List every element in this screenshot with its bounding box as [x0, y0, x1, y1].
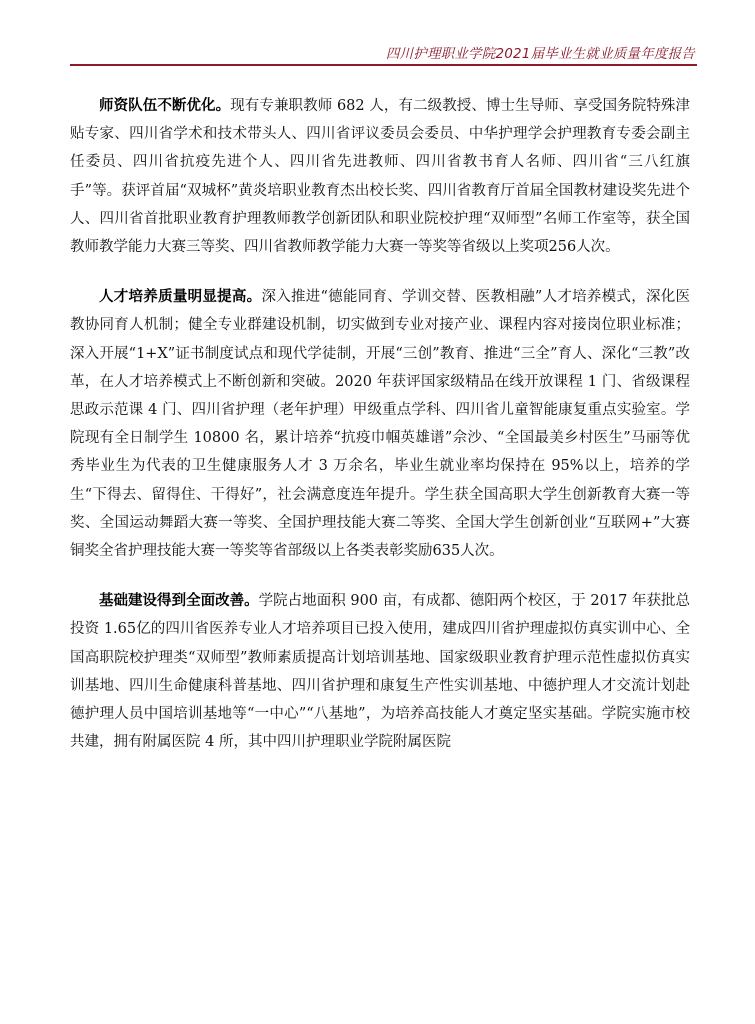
paragraph-text: 深入推进“德能同育、学训交替、医教相融”人才培养模式，深化医教协同育人机制；健全专业群建设机制，切实做到专业对接产业、课程内容对接岗位职业标准；深入开展“1+X”证书制度试点和现代学徒制，开展“三创”教育、推进“三全”育人、深化“三教”改革，在人才培养模式上不断创新和突破。2020 年获评国家级精品在线开放课程 1 门、省级课程思政示范课 4 门、四川省护理（老年护理）甲级重点学科、四川省儿童智能康复重点实验室。学院现有全日制学生 10800 名，累计培养“抗疫巾帼英雄谱”佘沙、“全国最美乡村医生”马丽等优秀毕业生为代表的卫生健康服务人才 3 万余名，毕业生就业率均保持在 95%以上，培养的学生“下得去、留得住、干得好”，社会满意度连年提升。学生获全国高职大学生创新教育大赛一等奖、全国运动舞蹈大赛一等奖、全国护理技能大赛二等奖、全国大学生创新创业“互联网+”大赛铜奖全省护理技能大赛一等奖等省部级以上各类表彰奖励635人次。	[70, 289, 690, 560]
header-divider	[70, 64, 697, 66]
paragraph-lead: 人才培养质量明显提高。	[99, 289, 262, 306]
paragraph-text: 现有专兼职教师 682 人，有二级教授、博士生导师、享受国务院特殊津贴专家、四川省学术和技术带头人、四川省评议委员会委员、中华护理学会护理教育专委会副主任委员、四川省抗疫先进个人、四川省先进教师、四川省教书育人名师、四川省“三八红旗手”等。获评首届“双城杯”黄炎培职业教育杰出校长奖、四川省教育厅首届全国教材建设奖先进个人、四川省首批职业教育护理教师教学创新团队和职业院校护理“双师型”名师工作室等，获全国教师教学能力大赛三等奖、四川省教师教学能力大赛一等奖等省级以上奖项256人次。	[70, 98, 690, 256]
paragraph-lead: 师资队伍不断优化。	[99, 98, 231, 114]
report-header-title: 四川护理职业学院2021届毕业生就业质量年度报告	[385, 46, 695, 62]
report-body	[70, 92, 690, 778]
paragraph-talent-training	[70, 283, 690, 565]
paragraph-infrastructure	[70, 587, 690, 756]
paragraph-text: 学院占地面积 900 亩，有成都、德阳两个校区，于 2017 年获批总投资 1.65亿的四川省医养专业人才培养项目已投入使用，建成四川省护理虚拟仿真实训中心、全国高职院校护理类“双师型”教师素质提高计划培训基地、国家级职业教育护理示范性虚拟仿真实训基地、四川生命健康科普基地、四川省护理和康复生产性实训基地、中德护理人才交流计划赴德护理人员中国培训基地等“一中心”“八基地”，为培养高技能人才奠定坚实基础。学院实施市校共建，拥有附属医院 4 所，其中四川护理职业学院附属医院	[70, 593, 690, 751]
paragraph-lead: 基础建设得到全面改善。	[99, 593, 259, 610]
paragraph-faculty	[70, 92, 690, 261]
